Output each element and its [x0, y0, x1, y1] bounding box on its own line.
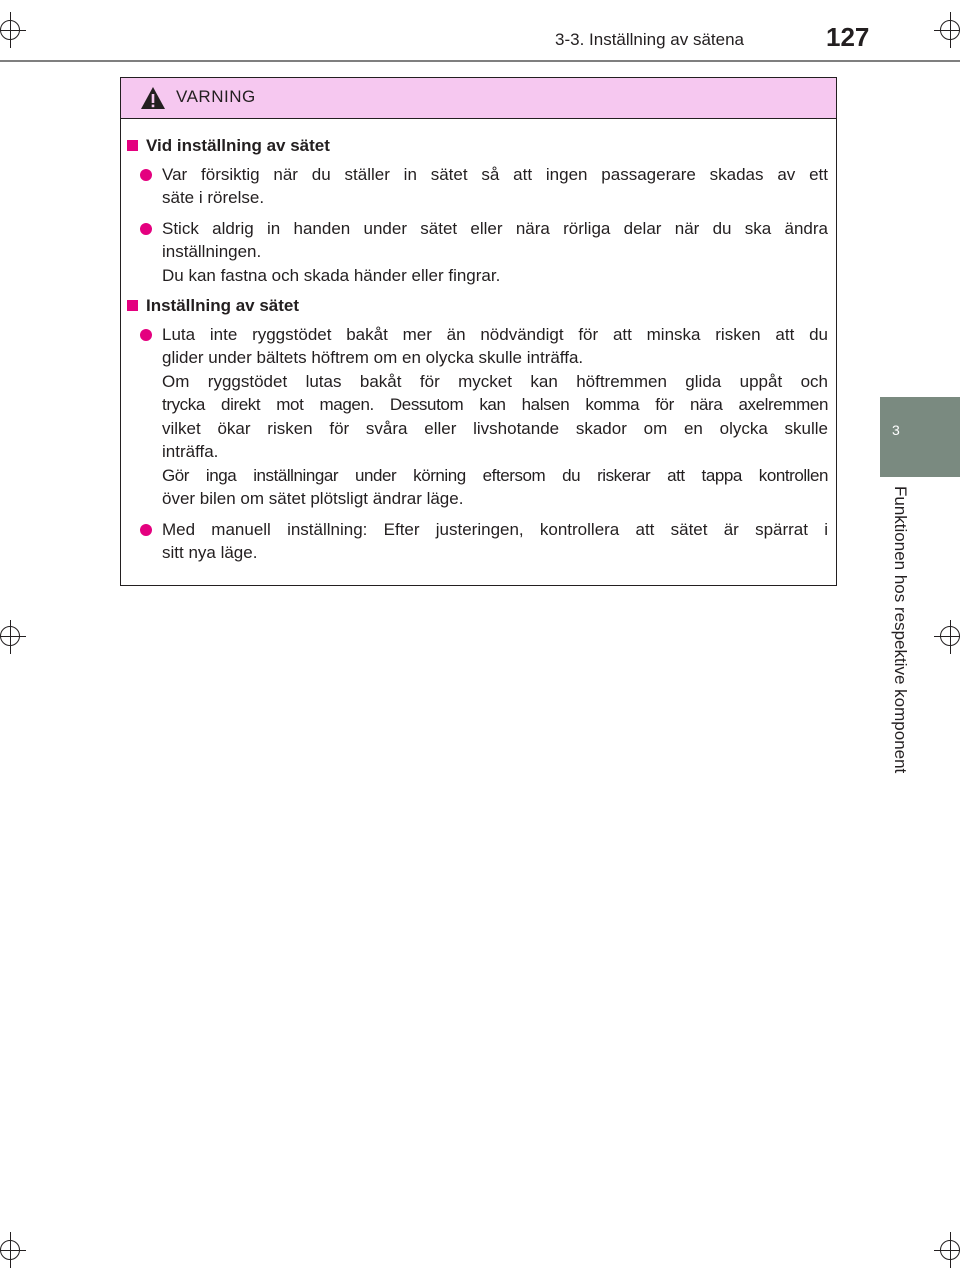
square-bullet-icon [127, 300, 138, 311]
warning-body [121, 118, 836, 572]
crop-mark [0, 626, 20, 646]
text-line: Gör inga inställningar under körning eftersom du riskerar att tappa kontrollen [162, 465, 828, 485]
text-line: glider under bältets höftrem om en olycka skulle inträffa. [162, 348, 584, 367]
circle-bullet-icon [140, 329, 152, 341]
text-line: Med manuell inställning: Efter justeringen, kontrollera att sätet är spärrat i [162, 519, 828, 539]
list-item [127, 323, 828, 511]
circle-bullet-icon [140, 223, 152, 235]
text-line: Luta inte ryggstödet bakåt mer än nödvändigt för att minska risken att du [162, 324, 828, 344]
chapter-label: Funktionen hos respektive komponent [891, 486, 910, 774]
crop-mark [0, 20, 20, 40]
crop-mark [940, 1240, 960, 1260]
section-heading: Inställning av sätet [127, 294, 828, 318]
text-line: Om ryggstödet lutas bakåt för mycket kan höftremmen glida uppåt och [162, 371, 828, 391]
list-item [127, 163, 828, 210]
text-line: över bilen om sätet plötsligt ändrar läge. [162, 489, 464, 508]
warning-box [120, 77, 837, 586]
section-title: 3-3. Inställning av sätena [555, 30, 745, 49]
crop-mark [0, 1240, 20, 1260]
circle-bullet-icon [140, 169, 152, 181]
section-heading: Vid inställning av sätet [127, 134, 828, 158]
text-line: sitt nya läge. [162, 543, 258, 562]
warning-triangle-icon [140, 86, 166, 110]
crop-mark [940, 626, 960, 646]
chapter-number: 3 [892, 422, 900, 438]
circle-bullet-icon [140, 524, 152, 536]
header-divider [0, 60, 960, 62]
warning-header [121, 78, 836, 119]
text-line: säte i rörelse. [162, 188, 265, 207]
text-line: Var försiktig när du ställer in sätet så att ingen passagerare skadas av ett [162, 164, 828, 184]
list-item [127, 217, 828, 288]
text-line: vilket ökar risken för svåra eller livshotande skador om en olycka skulle [162, 418, 828, 438]
text-line: trycka direkt mot magen. Dessutom kan halsen komma för nära axelremmen [162, 395, 828, 414]
text-line: Du kan fastna och skada händer eller fingrar. [162, 265, 501, 285]
page-number: 127 [826, 22, 870, 52]
warning-title: VARNING [176, 87, 256, 106]
square-bullet-icon [127, 140, 138, 151]
text-line: inställningen. [162, 242, 262, 261]
text-line: Stick aldrig in handen under sätet eller nära rörliga delar när du ska ändra [162, 218, 828, 238]
list-item [127, 518, 828, 565]
text-line: inträffa. [162, 442, 219, 461]
crop-mark [940, 20, 960, 40]
